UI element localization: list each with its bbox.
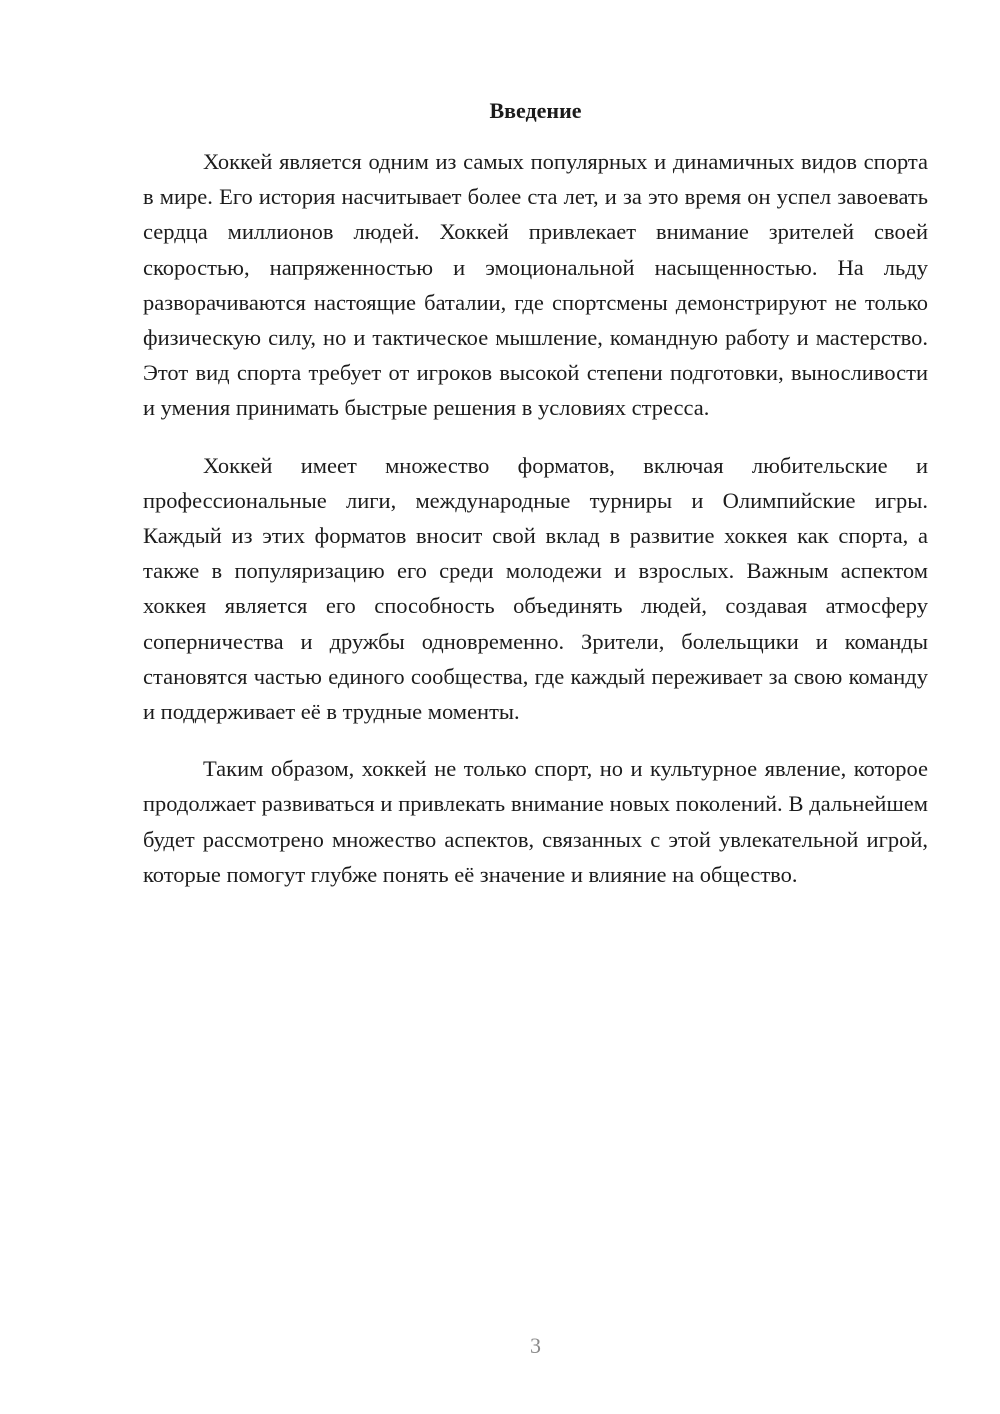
paragraph-1: Хоккей является одним из самых популярных и динамичных видов спорта в мире. Его история насчитывает более ста лет, и за это время он успел завоевать сердца миллионов людей. Хоккей привлекает внимание зрителей своей скоростью, напряженностью и эмоциональной насыщенностью. На льду разворачиваются настоящие баталии, где спортсмены демонстрируют не только физическую силу, но и тактическое мышление, командную работу и мастерство. Этот вид спорта требует от игроков высокой степени подготовки, выносливости и умения принимать быстрые решения в условиях стресса.: [143, 149, 928, 421]
body-text: [143, 144, 928, 914]
paragraph-3: Таким образом, хоккей не только спорт, но и культурное явление, которое продолжает развиваться и привлекать внимание новых поколений. В дальнейшем будет рассмотрено множество аспектов, связанных с этой увлекательной игрой, которые помогут глубже понять её значение и влияние на общество.: [143, 756, 928, 887]
page-number: 3: [530, 1333, 541, 1358]
section-heading: Введение: [489, 98, 582, 123]
paragraph-2: Хоккей имеет множество форматов, включая любительские и профессиональные лиги, международные турниры и Олимпийские игры. Каждый из этих форматов вносит свой вклад в развитие хоккея как спорта, а также в популяризацию его среди молодежи и взрослых. Важным аспектом хоккея является его способность объединять людей, создавая атмосферу соперничества и дружбы одновременно. Зрители, болельщики и команды становятся частью единого сообщества, где каждый переживает за свою команду и поддерживает её в трудные моменты.: [143, 452, 928, 725]
